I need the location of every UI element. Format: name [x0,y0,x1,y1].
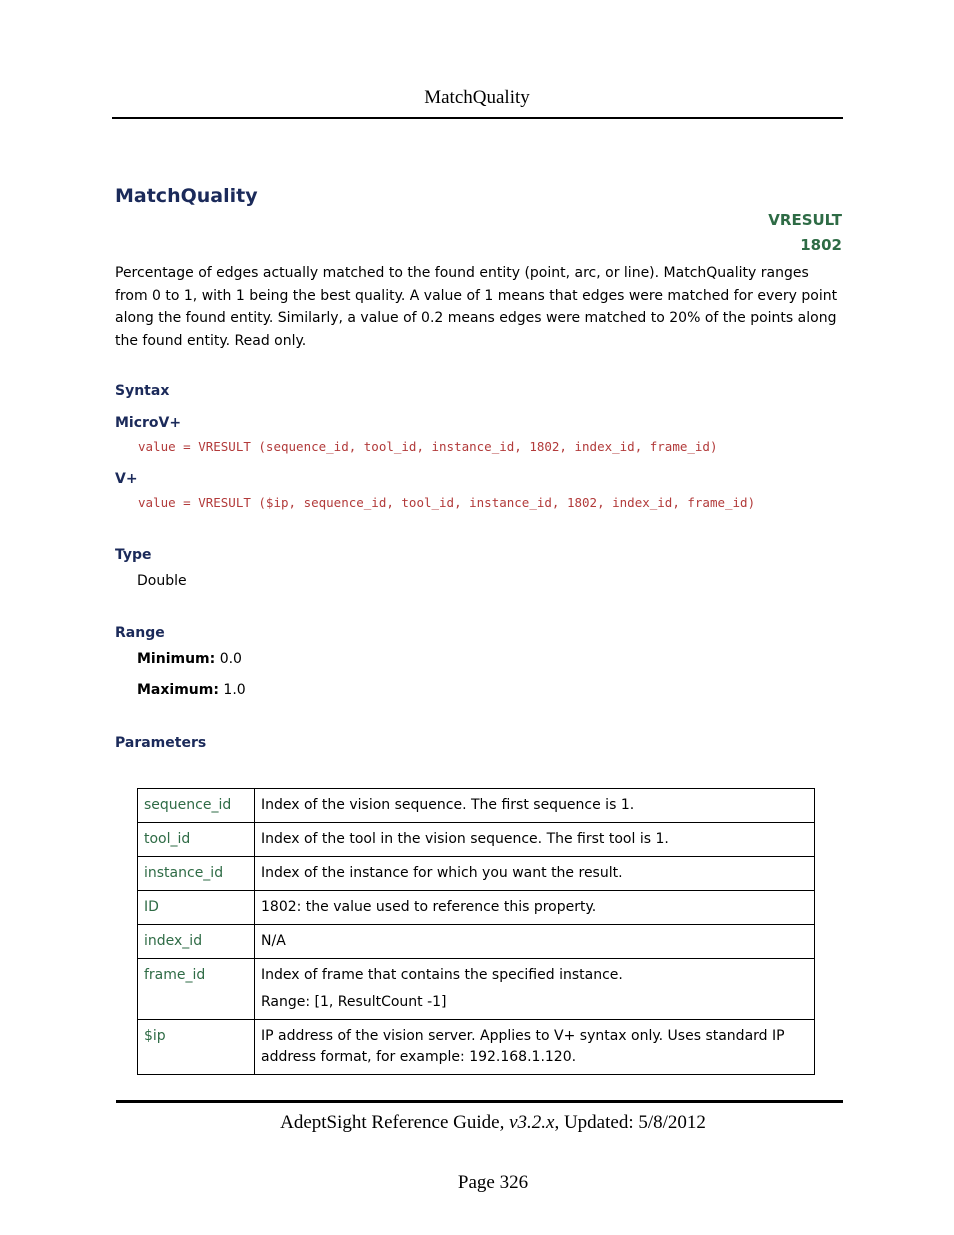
microv-label: MicroV+ [115,415,182,431]
page-number: Page 326 [457,1172,529,1193]
table-row [138,857,815,891]
footer-divider [116,1100,843,1103]
minimum-value: 0.0 [219,651,242,667]
param-description-line: Index of frame that contains the specified instance. [261,967,623,983]
parameters-table [137,788,815,1075]
property-description: Percentage of edges actually matched to the found entity (point, arc, or line). MatchQuality ranges from 0 to 1, with 1 being the best quality. A value of 1 means that edges were matched for every point along the found entity. Similarly, a value of 0.2 means edges were matched to 20% of the points along the found entity. Read only. [115,265,838,349]
param-name: frame_id [138,959,255,1020]
guide-version: , v3.2.x [499,1112,555,1133]
table-row [138,823,815,857]
table-row [138,959,815,1020]
header-divider [112,117,843,119]
footer-guide-line [0,1112,954,1134]
maximum-label: Maximum: [137,682,219,698]
syntax-heading: Syntax [115,383,170,399]
vresult-keyword: VRESULT [768,211,842,229]
param-description: IP address of the vision server. Applies to V+ syntax only. Uses standard IP address format, for example: 192.168.1.120. [255,1020,815,1075]
param-name: sequence_id [138,789,255,823]
param-name: index_id [138,925,255,959]
page-title: MatchQuality [115,185,258,207]
table-row [138,891,815,925]
guide-updated: , Updated: 5/8/2012 [554,1112,706,1133]
minimum-label: Minimum: [137,651,216,667]
param-name: instance_id [138,857,255,891]
guide-name: AdeptSight Reference Guide [280,1112,500,1133]
param-description: Index of the tool in the vision sequence. The first tool is 1. [255,823,815,857]
vresult-id-block [768,208,842,258]
param-name: $ip [138,1020,255,1075]
range-maximum [137,682,246,698]
table-row [138,789,815,823]
param-description [255,959,815,1020]
param-description: Index of the instance for which you want the result. [255,857,815,891]
vresult-number: 1802 [800,236,842,254]
table-row [138,925,815,959]
microv-code: value = VRESULT (sequence_id, tool_id, instance_id, 1802, index_id, frame_id) [138,439,718,454]
range-heading: Range [115,625,165,641]
type-heading: Type [115,547,152,563]
param-description: Index of the vision sequence. The first sequence is 1. [255,789,815,823]
param-name: tool_id [138,823,255,857]
param-description: 1802: the value used to reference this property. [255,891,815,925]
vplus-label: V+ [115,471,138,487]
maximum-value: 1.0 [223,682,246,698]
param-description: N/A [255,925,815,959]
param-range-line: Range: [1, ResultCount -1] [261,994,447,1010]
vplus-code: value = VRESULT ($ip, sequence_id, tool_id, instance_id, 1802, index_id, frame_id) [138,495,756,510]
table-row [138,1020,815,1075]
range-minimum [137,651,242,667]
parameters-heading: Parameters [115,735,207,751]
type-value: Double [137,573,187,589]
param-name: ID [138,891,255,925]
running-header: MatchQuality [424,87,530,108]
